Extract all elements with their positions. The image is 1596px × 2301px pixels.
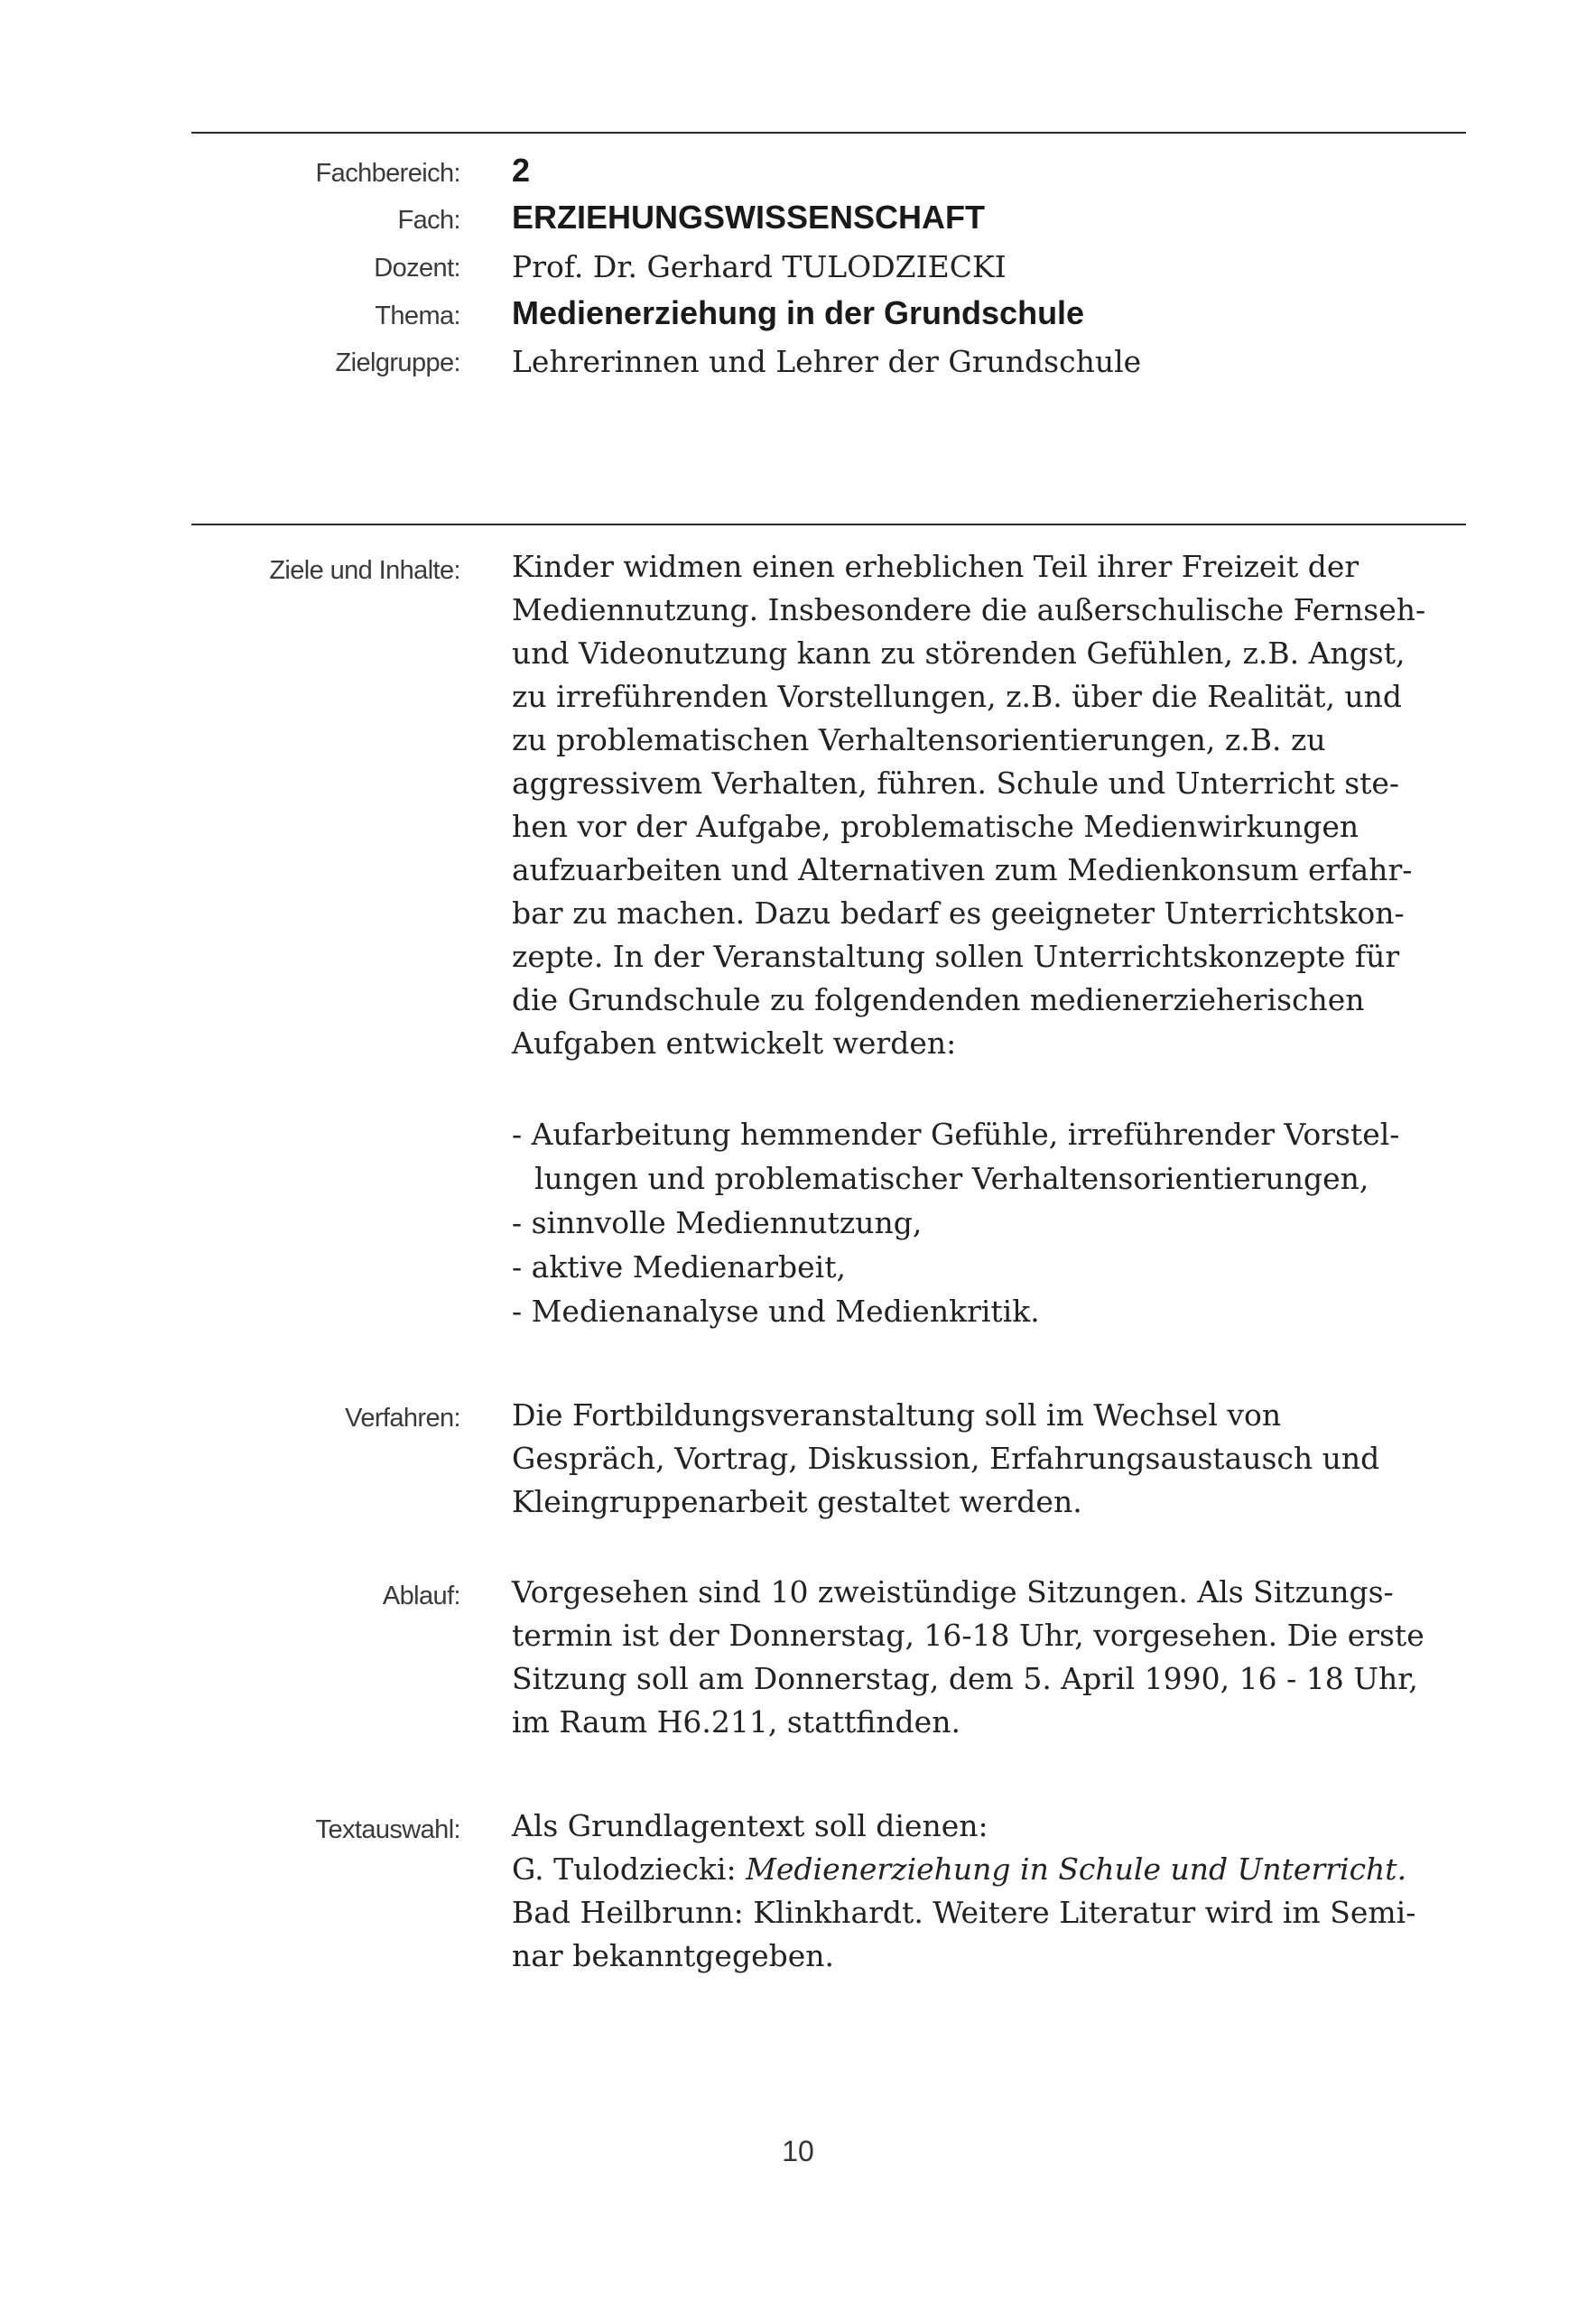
label-ablauf: Ablauf: [382,1582,460,1610]
ziele-line: aufzuarbeiten und Alternativen zum Medienkonsum erfahr- [512,852,1413,887]
ablauf-paragraph [512,1571,1469,1744]
textauswahl-intro: Als Grundlagentext soll dienen: [512,1808,988,1843]
list-item-continuation: lungen und problematischer Verhaltensorientierungen, [534,1161,1369,1196]
verfahren-line: Kleingruppenarbeit gestaltet werden. [512,1484,1082,1519]
textauswahl-paragraph [512,1805,1469,1978]
label-dozent: Dozent: [374,254,460,283]
top-divider [191,132,1466,134]
aufgaben-list [512,1112,1399,1333]
ziele-line: die Grundschule zu folgendenden medienerzieherischen [512,982,1365,1017]
verfahren-line: Gespräch, Vortrag, Diskussion, Erfahrungsaustausch und [512,1441,1380,1476]
ziele-line: hen vor der Aufgabe, problematische Medienwirkungen [512,809,1359,844]
ablauf-line: im Raum H6.211, stattfinden. [512,1704,960,1740]
value-zielgruppe: Lehrerinnen und Lehrer der Grundschule [512,344,1142,379]
textauswahl-line: nar bekanntgegeben. [512,1938,834,1973]
list-item: - aktive Medienarbeit, [512,1249,846,1285]
label-ziele-und-inhalte: Ziele und Inhalte: [269,556,460,585]
value-fachbereich: 2 [512,152,531,189]
page-number: 10 [782,2135,814,2167]
ziele-line: und Videonutzung kann zu störenden Gefühlen, z.B. Angst, [512,636,1406,671]
label-verfahren: Verfahren: [345,1404,460,1433]
ziele-line: Kinder widmen einen erheblichen Teil ihrer Freizeit der [512,549,1359,584]
label-thema: Thema: [375,302,460,330]
value-thema: Medienerziehung in der Grundschule [512,294,1085,331]
ziele-line: bar zu machen. Dazu bedarf es geeigneter Unterrichtskon- [512,895,1405,931]
reference-title: Medienerziehung in Schule und Unterricht. [746,1851,1407,1887]
ziele-line: Mediennutzung. Insbesondere die außerschulische Fernseh- [512,592,1426,627]
ziele-line: Aufgaben entwickelt werden: [512,1025,957,1061]
list-item: - Aufarbeitung hemmender Gefühle, irreführender Vorstel- [512,1117,1400,1152]
ziele-line: zepte. In der Veranstaltung sollen Unterrichtskonzepte für [512,939,1400,974]
ziele-line: aggressivem Verhalten, führen. Schule und Unterricht ste- [512,765,1400,801]
value-fach: ERZIEHUNGSWISSENSCHAFT [512,199,986,236]
ziele-paragraph [512,545,1469,1065]
label-fachbereich: Fachbereich: [315,159,460,188]
ziele-line: zu irreführenden Vorstellungen, z.B. über die Realität, und [512,679,1403,714]
textauswahl-line: Bad Heilbrunn: Klinkhardt. Weitere Literatur wird im Semi- [512,1895,1416,1930]
ablauf-line: Sitzung soll am Donnerstag, dem 5. April 1990, 16 - 18 Uhr, [512,1661,1418,1696]
ablauf-line: Vorgesehen sind 10 zweistündige Sitzungen. Als Sitzungs- [512,1574,1394,1610]
literature-reference [512,1848,1469,1891]
label-textauswahl: Textauswahl: [315,1815,460,1844]
reference-author: G. Tulodziecki: [512,1851,747,1887]
list-item: - sinnvolle Mediennutzung, [512,1205,923,1240]
label-zielgruppe: Zielgruppe: [335,348,460,377]
verfahren-paragraph [512,1394,1469,1524]
label-fach: Fach: [397,206,460,235]
section-divider [191,524,1466,525]
list-item: - Medienanalyse und Medienkritik. [512,1294,1040,1329]
ablauf-line: termin ist der Donnerstag, 16-18 Uhr, vorgesehen. Die erste [512,1618,1424,1653]
ziele-line: zu problematischen Verhaltensorientierungen, z.B. zu [512,722,1326,757]
verfahren-line: Die Fortbildungsveranstaltung soll im Wechsel von [512,1397,1282,1433]
value-dozent: Prof. Dr. Gerhard TULODZIECKI [512,249,1007,284]
